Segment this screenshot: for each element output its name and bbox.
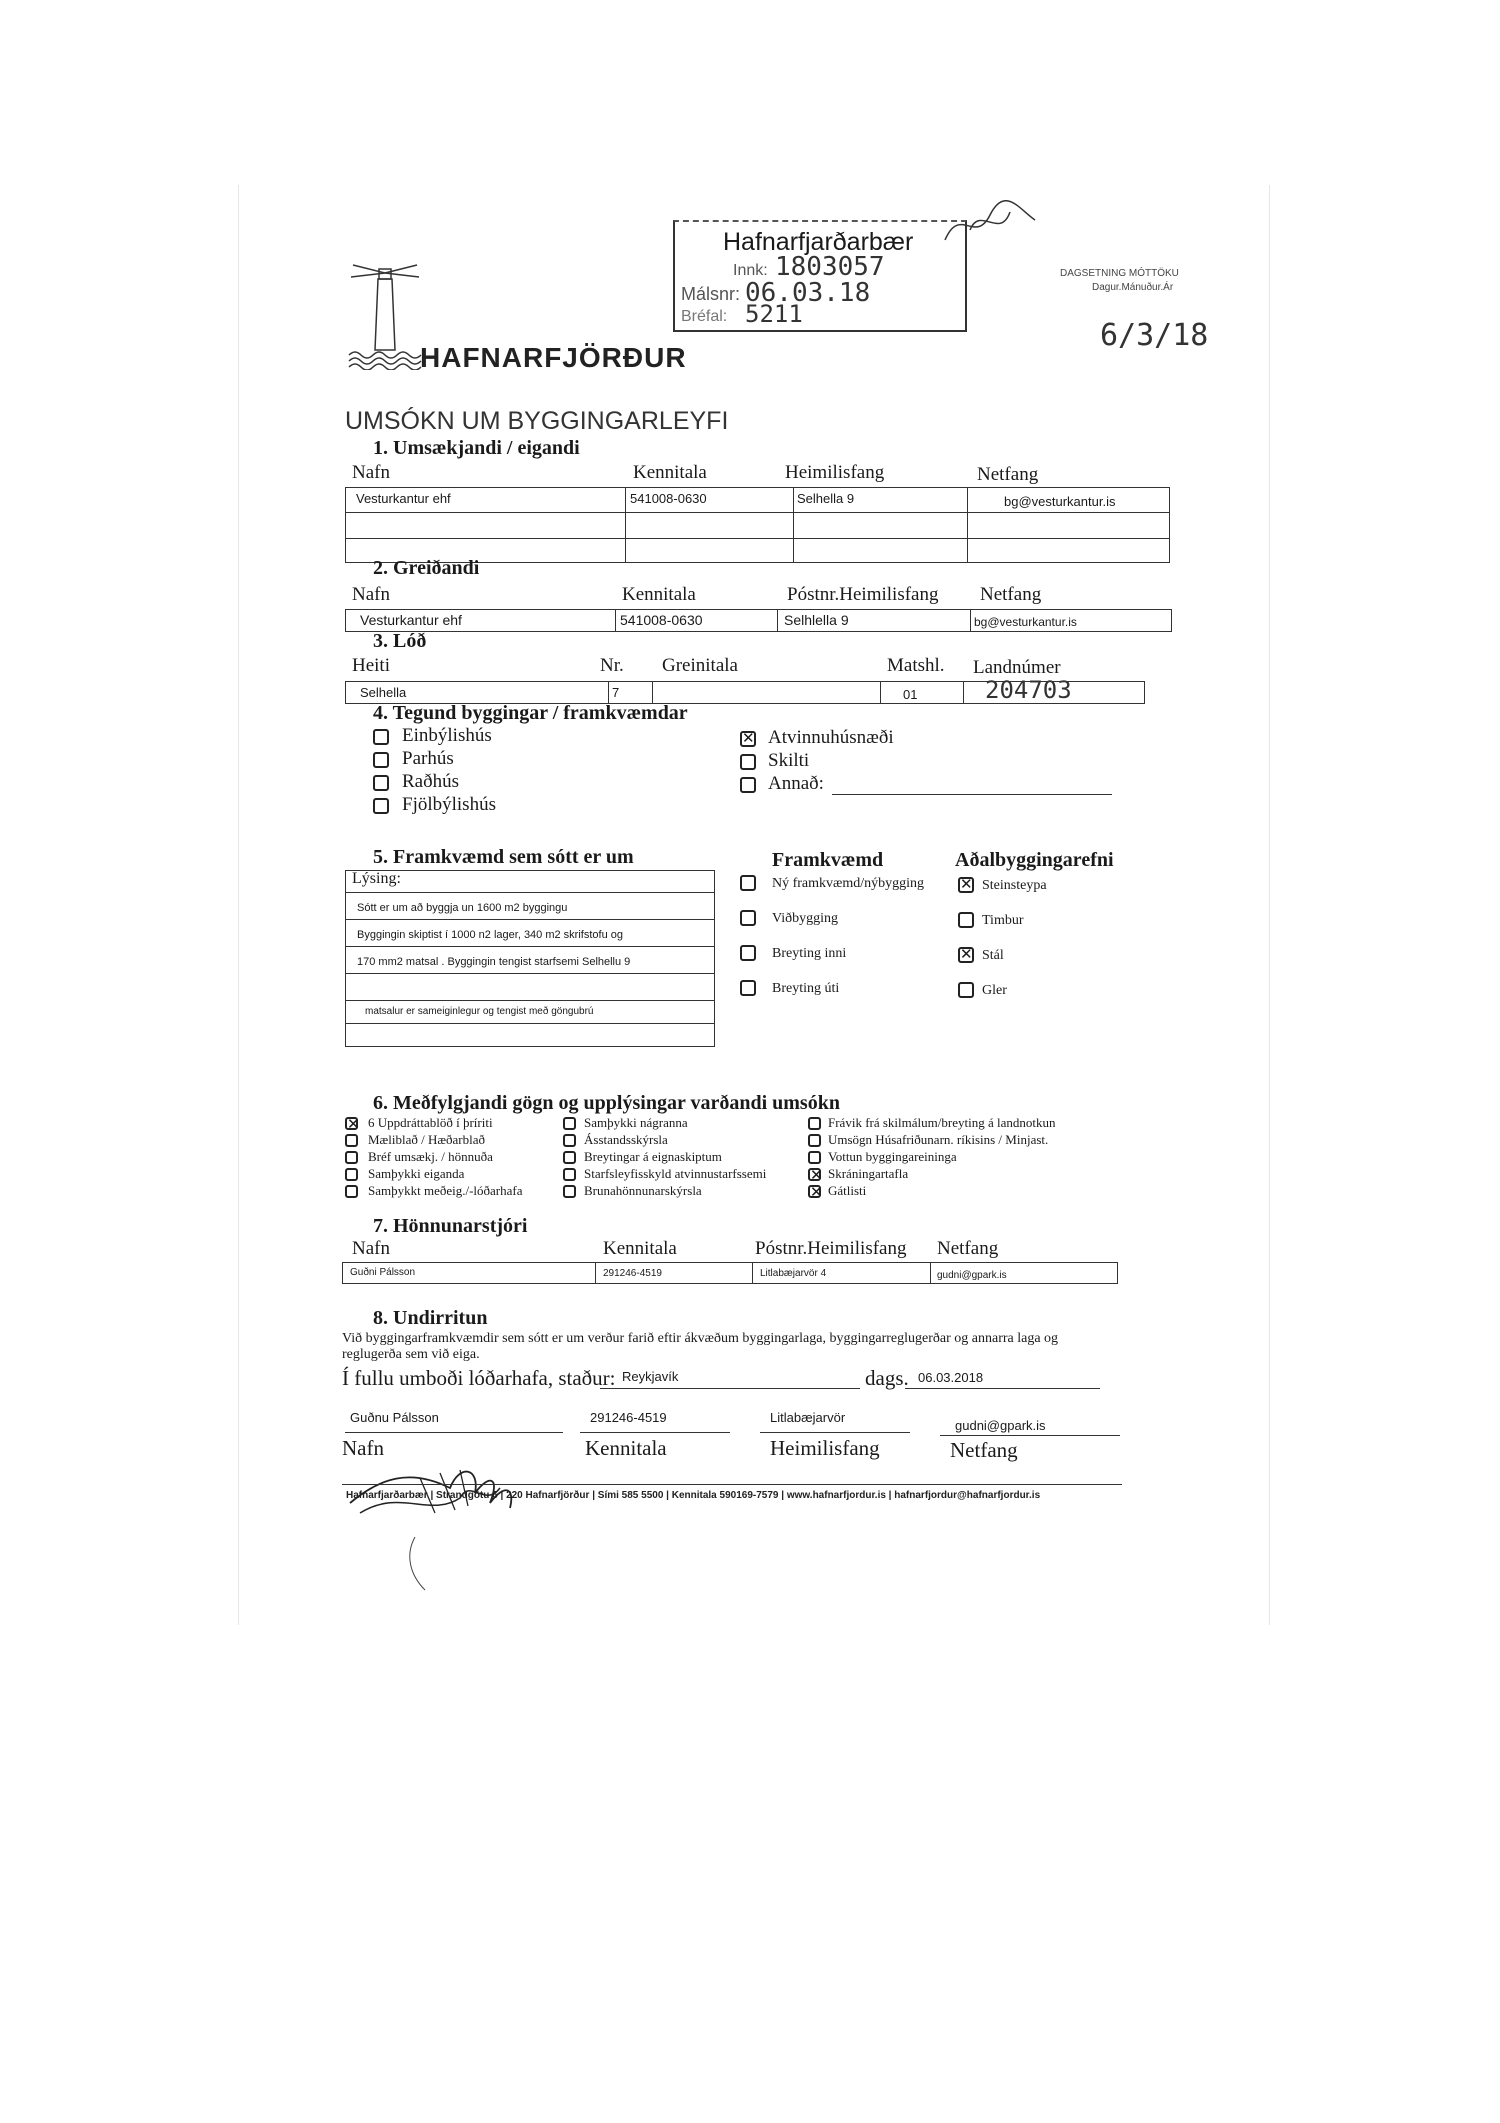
s3-heiti: Selhella — [360, 685, 407, 700]
lysing-line-2: Byggingin skiptist í 1000 n2 lager, 340 m2 skrifstofu og — [357, 929, 623, 941]
checkbox-samthykki-nagranna[interactable] — [563, 1117, 576, 1130]
date-receipt-handwritten: 6/3/18 — [1100, 318, 1209, 353]
stamp-title: Hafnarfjarðarbær — [723, 228, 914, 256]
checkbox-stal[interactable] — [958, 947, 974, 963]
s2-address: Selhlella 9 — [784, 612, 849, 628]
s3-title: 3. Lóð — [373, 630, 427, 652]
checkbox-asstandsskyrsla[interactable] — [563, 1134, 576, 1147]
checkbox-breyting-uti[interactable] — [740, 980, 756, 996]
form-title: UMSÓKN UM BYGGINGARLEYFI — [345, 407, 729, 435]
checkbox-ny-framkvaemd[interactable] — [740, 875, 756, 891]
stamp-malsnr-handwritten: 06.03.18 — [745, 278, 871, 308]
s1-kennitala: 541008-0630 — [630, 491, 707, 506]
checkbox-vottun[interactable] — [808, 1151, 821, 1164]
checkbox-brunahonnun[interactable] — [563, 1185, 576, 1198]
s1-name: Vesturkantur ehf — [356, 491, 451, 506]
framkvaemd-title: Framkvæmd — [772, 849, 884, 871]
s3-landnumer-handwritten: 204703 — [985, 676, 1072, 704]
checkbox-breyting-inni[interactable] — [740, 945, 756, 961]
checkbox-breytingar-eignaskiptum[interactable] — [563, 1151, 576, 1164]
checkbox-gler[interactable] — [958, 982, 974, 998]
s8-title: 8. Undirritun — [373, 1307, 488, 1329]
s2-kennitala: 541008-0630 — [620, 612, 703, 628]
sign-address-value: Litlabæjarvör — [770, 1410, 846, 1425]
checkbox-gatlisti[interactable] — [808, 1185, 821, 1198]
lysing-line-5: matsalur er sameiginlegur og tengist með göngubrú — [365, 1006, 594, 1017]
s7-address: Litlabæjarvör 4 — [760, 1268, 827, 1279]
s7-title: 7. Hönnunarstjóri — [373, 1215, 528, 1237]
s5-title: 5. Framkvæmd sem sótt er um — [373, 846, 634, 868]
checkbox-radhus[interactable] — [373, 775, 389, 791]
lysing-line-1: Sótt er um að byggja un 1600 m2 byggingu — [357, 902, 568, 914]
s8-declaration: Við byggingarframkvæmdir sem sótt er um verður farið eftir ákvæðum byggingarlaga, byggingarreglugerðar og annarra laga og reglugerða sem við eiga. — [342, 1331, 1059, 1362]
checkbox-steinsteypa[interactable] — [958, 877, 974, 893]
s2-title: 2. Greiðandi — [373, 557, 480, 579]
lysing-line-3: 170 mm2 matsal . Byggingin tengist starfsemi Selhellu 9 — [357, 956, 631, 968]
sign-email-value: gudni@gpark.is — [955, 1418, 1046, 1433]
s7-name: Guðni Pálsson — [350, 1267, 416, 1278]
efni-title: Aðalbyggingarefni — [955, 849, 1114, 871]
received-stamp: Hafnarfjarðarbær Innk: 1803057 Málsnr: 06.03.18 Bréfal: 5211 — [673, 220, 967, 332]
checkbox-parhus[interactable] — [373, 752, 389, 768]
checkbox-fjolbylishus[interactable] — [373, 798, 389, 814]
stamp-brefal-handwritten: 5211 — [745, 300, 803, 328]
s1-email: bg@vesturkantur.is — [1004, 494, 1116, 509]
s8-dags: 06.03.2018 — [918, 1370, 984, 1385]
checkbox-einbylishus[interactable] — [373, 729, 389, 745]
s2-email: bg@vesturkantur.is — [974, 615, 1077, 629]
date-receipt-sub: Dagur.Mánuður.Ár — [1092, 282, 1174, 293]
s1-address: Selhella 9 — [797, 491, 855, 506]
s7-kennitala: 291246-4519 — [603, 1268, 662, 1279]
checkbox-fravik[interactable] — [808, 1117, 821, 1130]
checkbox-annad[interactable] — [740, 777, 756, 793]
checkbox-skraningartafla[interactable] — [808, 1168, 821, 1181]
s7-email: gudni@gpark.is — [937, 1270, 1007, 1281]
stamp-innk-handwritten: 1803057 — [775, 252, 885, 282]
annad-line — [832, 794, 1112, 795]
s3-nr: 7 — [612, 685, 620, 700]
checkbox-samthykki-eiganda[interactable] — [345, 1168, 358, 1181]
s1-title: 1. Umsækjandi / eigandi — [373, 437, 580, 459]
s6-title: 6. Meðfylgjandi gögn og upplýsingar varðandi umsókn — [373, 1092, 840, 1114]
pen-mark — [400, 1535, 440, 1595]
checkbox-atvinnuhusnaedi[interactable] — [740, 731, 756, 747]
s3-matshl: 01 — [903, 687, 918, 702]
s4-title: 4. Tegund byggingar / framkvæmdar — [373, 702, 688, 724]
footer-contact: Hafnarfjarðarbær | Strandgötu 6 | 220 Hafnarfjörður | Sími 585 5500 | Kennitala 590169-7579 | www.hafnarfjordur.is | hafnarfjordur@hafnarfjordur.is — [346, 1490, 1041, 1501]
checkbox-vidbygging[interactable] — [740, 910, 756, 926]
sign-kennitala-value: 291246-4519 — [590, 1410, 667, 1425]
checkbox-uppdrattablod[interactable] — [345, 1117, 358, 1130]
checkbox-umsogn-husafridunarn[interactable] — [808, 1134, 821, 1147]
logo-text: HAFNARFJÖRÐUR — [420, 342, 687, 373]
lighthouse-logo-icon — [345, 255, 425, 370]
checkbox-samthykkt-medeig[interactable] — [345, 1185, 358, 1198]
checkbox-timbur[interactable] — [958, 912, 974, 928]
date-receipt-label: DAGSETNING MÓTTÖKU — [1060, 268, 1179, 279]
checkbox-starfsleyfisskyld[interactable] — [563, 1168, 576, 1181]
s2-name: Vesturkantur ehf — [360, 612, 462, 628]
sign-name-value: Guðnu Pálsson — [350, 1410, 439, 1425]
checkbox-maeliblad[interactable] — [345, 1134, 358, 1147]
initials-scribble — [940, 200, 1040, 250]
checkbox-bref-umsaekj[interactable] — [345, 1151, 358, 1164]
s8-stadur: Reykjavík — [622, 1369, 679, 1384]
checkbox-skilti[interactable] — [740, 754, 756, 770]
